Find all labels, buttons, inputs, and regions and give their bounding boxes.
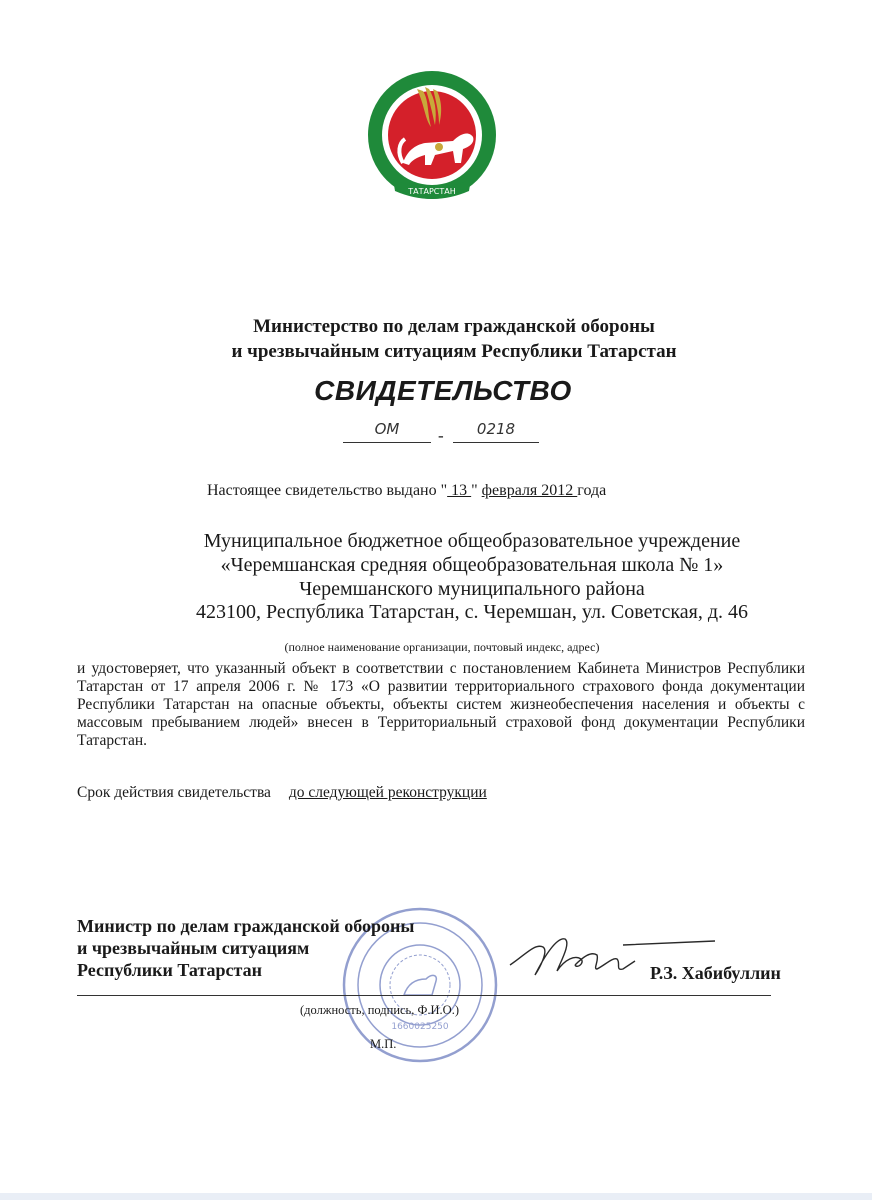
seal-place-label: М.П. <box>370 1037 397 1051</box>
signatory-line2: и чрезвычайным ситуациям <box>77 938 310 958</box>
issued-quote-close: " <box>471 482 478 499</box>
issued-quote-open: " <box>440 482 448 499</box>
signatory-line1: Министр по делам гражданской обороны <box>77 916 415 936</box>
tatarstan-emblem-icon <box>365 67 499 213</box>
signatory-position <box>77 915 414 981</box>
signatory-line3: Республики Татарстан <box>77 960 262 980</box>
validity-line <box>77 784 487 802</box>
issued-label: Настоящее свидетельство выдано <box>207 482 437 499</box>
document-title: СВИДЕТЕЛЬСТВО <box>314 375 572 406</box>
org-line2: «Черемшанская средняя общеобразовательная школа № 1» <box>220 554 724 576</box>
issued-day: 13 <box>447 482 472 499</box>
number-dash: - <box>438 426 444 445</box>
number-prefix: ОМ <box>343 420 431 443</box>
signature-caption: (должность, подпись, Ф.И.О.) <box>300 1003 459 1017</box>
number-suffix: 0218 <box>453 420 539 443</box>
org-line1: Муниципальное бюджетное общеобразовательное учреждение <box>203 530 741 552</box>
org-caption: (полное наименование организации, почтовый индекс, адрес) <box>284 640 600 654</box>
ministry-title-line2: и чрезвычайным ситуациям Республики Татарстан <box>231 341 677 362</box>
svg-text:1660025250: 1660025250 <box>391 1022 449 1032</box>
issued-date-line <box>207 482 606 500</box>
issued-month-year: февраля 2012 <box>481 482 578 499</box>
org-line3: Черемшанского муниципального района <box>299 578 645 600</box>
issued-suffix: года <box>577 482 607 499</box>
validity-value: до следующей реконструкции <box>288 784 487 801</box>
ministry-title-line1: Министерство по делам гражданской обороны <box>253 316 655 337</box>
org-line4: 423100, Республика Татарстан, с. Черемшан, ул. Советская, д. 46 <box>195 601 749 623</box>
svg-text:ТАТАРСТАН: ТАТАРСТАН <box>408 187 456 196</box>
signature-underline <box>77 995 771 996</box>
scan-edge <box>0 1193 872 1200</box>
signatory-name: Р.З. Хабибуллин <box>650 963 781 983</box>
certificate-body: и удостоверяет, что указанный объект в соответствии с постановлением Кабинета Министров Республики Татарстан от 17 апреля 2006 г. № 173 «О развитии территориального страхового фонда документации Республики Татарстан на опасные объекты, объекты систем жизнеобеспечения населения и объекты с массовым пребыванием людей» внесен в Территориальный страховой фонд документации Республики Татарстан. <box>77 660 805 749</box>
validity-label: Срок действия свидетельства <box>77 784 271 801</box>
